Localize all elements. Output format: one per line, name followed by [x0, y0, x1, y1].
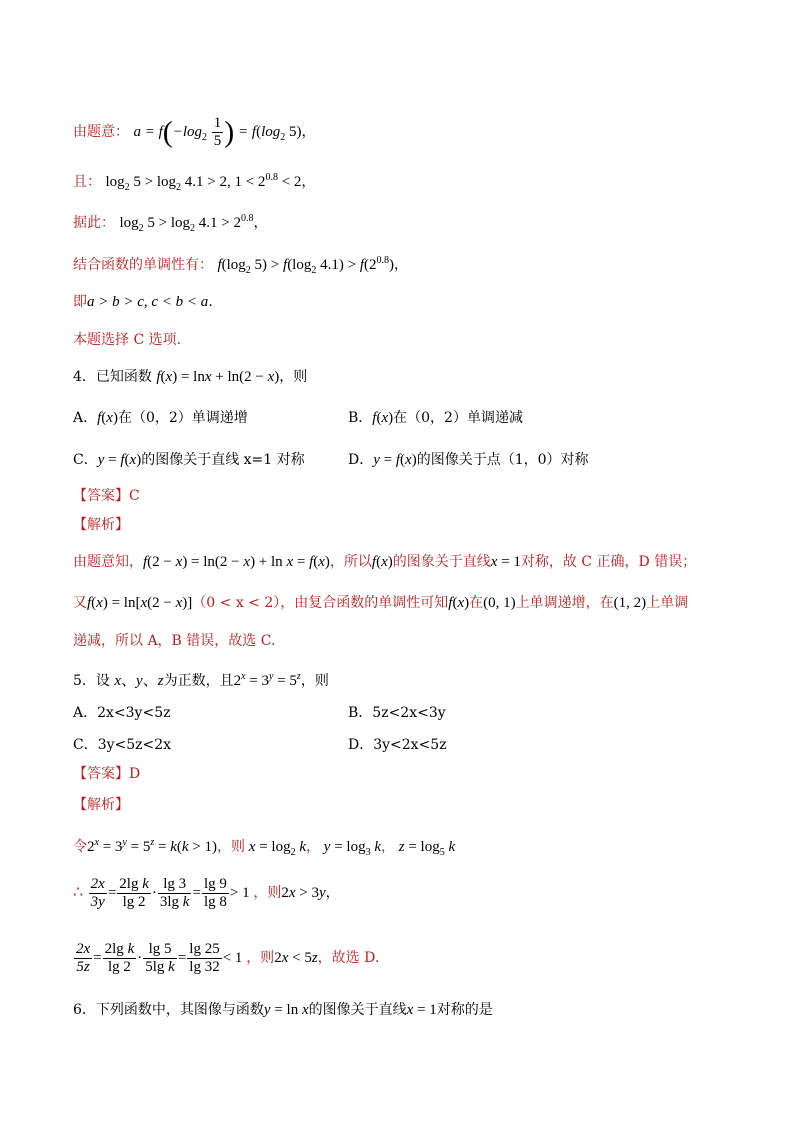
q4-exp1-c: 的图象关于直线 [392, 554, 491, 570]
q5-exp3-end: ，故选 D. [317, 950, 380, 966]
q4-stem [73, 367, 307, 387]
q4-option-b-label: B． [348, 410, 373, 426]
q4-explanation-2: 又f(x) = ln[x(2 − x)]（0 < x < 2），由复合函数的单调性可知f(x)在(0, 1)上单调递增，在(1, 2)上单调 [73, 595, 689, 611]
q5-exp1-b: ，则 [217, 839, 246, 855]
formula-a-equals: $a = f(-\log_2$ $\frac{1}{5}$ ) = $f(\log_2$ 5) [133, 115, 302, 149]
q5-option-b: B．5z<2x<3y [348, 705, 446, 721]
sol3-line1: 由题意： $a = f(-\log_2$ $\frac{1}{5}$ ) = $f(\log_2$ 5)， [73, 115, 316, 149]
formula-inequalities-2: $\log_2 5 > \log_2 4.1 > 2^{0.8}$ [119, 213, 254, 234]
q4-exp1-b: ，所以 [329, 554, 372, 570]
q4-option-c: C．y = f(x)的图像关于直线 x=1 对称 [73, 452, 305, 468]
q4-exp2-c: 在 [469, 595, 484, 611]
sol3-line1-text: 由题意： [73, 123, 129, 140]
q4-stem-text: 4．已知函数 [73, 369, 152, 385]
q5-explanation-2: ∴ $\frac{2x}{3y}$ = $\frac{\text{2lg k}}{\lg 2}$ · $\frac{\lg 3}{\text{3lg k}}$ = $\frac{\lg 9}{\lg 8}$ > 1 ，则2x > 3y， [73, 876, 340, 911]
formula-inequalities-1: $\log_2 5 > \log_2 4.1 > 2$, $1 < 2^{0.8} < 2$ [105, 172, 302, 193]
sol3-line4: 结合函数的单调性有： $f(\log_2$ $5) > f(\log_2$ $4.1) > f(2^{0.8})$， [73, 255, 408, 276]
q4-option-a-label: A． [73, 410, 98, 426]
q5-exp1-a: 令 [73, 839, 87, 855]
q4-exp2-a: 又 [73, 595, 87, 611]
q5-stem-c: ，则 [300, 673, 329, 689]
q4-option-d: D．y = f(x)的图像关于点（1，0）对称 [348, 452, 589, 468]
q4-answer: 【答案】C [73, 488, 140, 504]
q4-option-a-text: 在（0，2）单调递增 [117, 410, 248, 426]
q4-option-b-text: 在（0，2）单调递减 [393, 410, 523, 426]
q5-option-d: D．3y<2x<5z [348, 737, 447, 753]
q4-explanation-3: 递减，所以 A，B 错误，故选 C. [73, 633, 276, 649]
q6-stem-c: 对称的是 [436, 1002, 493, 1018]
q4-exp2-d: 上单调递增，在 [515, 595, 614, 611]
sol3-line5: 即a > b > c, c < b < a. [73, 294, 213, 310]
q4-option-d-text: 的图像关于点（1，0）对称 [416, 452, 589, 468]
q5-option-c: C．3y<5z<2x [73, 737, 172, 753]
q4-exp2-e: 上单调 [646, 595, 689, 611]
q5-answer: 【答案】D [73, 766, 141, 782]
sol3-line3-text: 据此： [73, 215, 115, 231]
formula-conclusion: a > b > c, c < b < a [87, 294, 209, 310]
sol3-line2-text: 且： [73, 174, 101, 190]
q5-stem: 5．设 x、y、z为正数，且$2^x = 3^y = 5^z$，则 [73, 671, 329, 689]
formula-monotone: $f(\log_2$ $5) > f(\log_2$ $4.1) > f(2^{0.8})$ [217, 255, 394, 276]
q6-stem-b: 的图像关于直线 [308, 1002, 407, 1018]
q6-stem: 6．下列函数中，其图像与函数y = ln x的图像关于直线x = 1对称的是 [73, 1002, 493, 1018]
q4-option-c-label: C． [73, 452, 98, 468]
therefore-symbol: ∴ [73, 882, 84, 901]
q5-explanation-3: $\frac{2x}{5z}$ = $\frac{\text{2lg k}}{\lg 2}$ · $\frac{\lg 5}{\text{5lg k}}$ = $\frac{\lg 25}{\lg 32}$ < 1 ，则2x < 5z，故选 D. [76, 941, 380, 976]
q5-exp2-tail: ，则 [253, 885, 282, 901]
q4-analysis-heading: 【解析】 [73, 517, 129, 533]
sol3-line5-text: 即 [73, 294, 87, 310]
q5-option-a: A．2x<3y<5z [73, 705, 171, 721]
q4-function-def: f(x) = lnx + ln(2 − x) [156, 369, 280, 385]
sol3-line4-text: 结合函数的单调性有： [73, 257, 213, 273]
q5-stem-a: 5．设 [73, 673, 115, 689]
q5-stem-b: 为正数，且 [163, 673, 234, 689]
q4-exp1-a: 由题意知， [73, 554, 143, 570]
q5-explanation-1: 令$2^x = 3^y = 5^z = k(k > 1)$，则 $x = \log_2 k$， $y = \log_3 k$， $z = \log_5 k$ [73, 837, 456, 858]
q4-exp1-d: 对称，故 C 正确，D 错误； [520, 554, 697, 570]
q4-option-c-text: 的图像关于直线 x=1 对称 [141, 452, 305, 468]
q4-explanation-1: 由题意知，f(2 − x) = ln(2 − x) + ln x = f(x)，所以f(x)的图象关于直线x = 1对称，故 C 正确，D 错误； [73, 554, 697, 570]
sol3-line3: 据此： $\log_2 5 > \log_2 4.1 > 2^{0.8}$， [73, 213, 268, 234]
q4-option-d-label: D． [348, 452, 374, 468]
q4-stem-tail: ，则 [279, 369, 308, 385]
q5-analysis-heading: 【解析】 [73, 797, 129, 813]
sol3-line6: 本题选择 C 选项. [73, 332, 182, 348]
q4-option-b: B．f(x)在（0，2）单调递减 [348, 410, 523, 426]
q4-option-a: A．f(x)在（0，2）单调递增 [73, 410, 248, 426]
q5-exp1-c: ， [306, 839, 321, 855]
q4-exp2-b: （0 < x < 2），由复合函数的单调性可知 [192, 595, 449, 611]
q5-exp3-tail: ，则 [246, 950, 275, 966]
q5-exp1-c2: ， [381, 839, 395, 855]
q6-stem-a: 6．下列函数中，其图像与函数 [73, 1002, 264, 1018]
sol3-line2: 且： $\log_2 5 > \log_2 4.1 > 2$, $1 < 2^{0.8} < 2$， [73, 172, 316, 193]
